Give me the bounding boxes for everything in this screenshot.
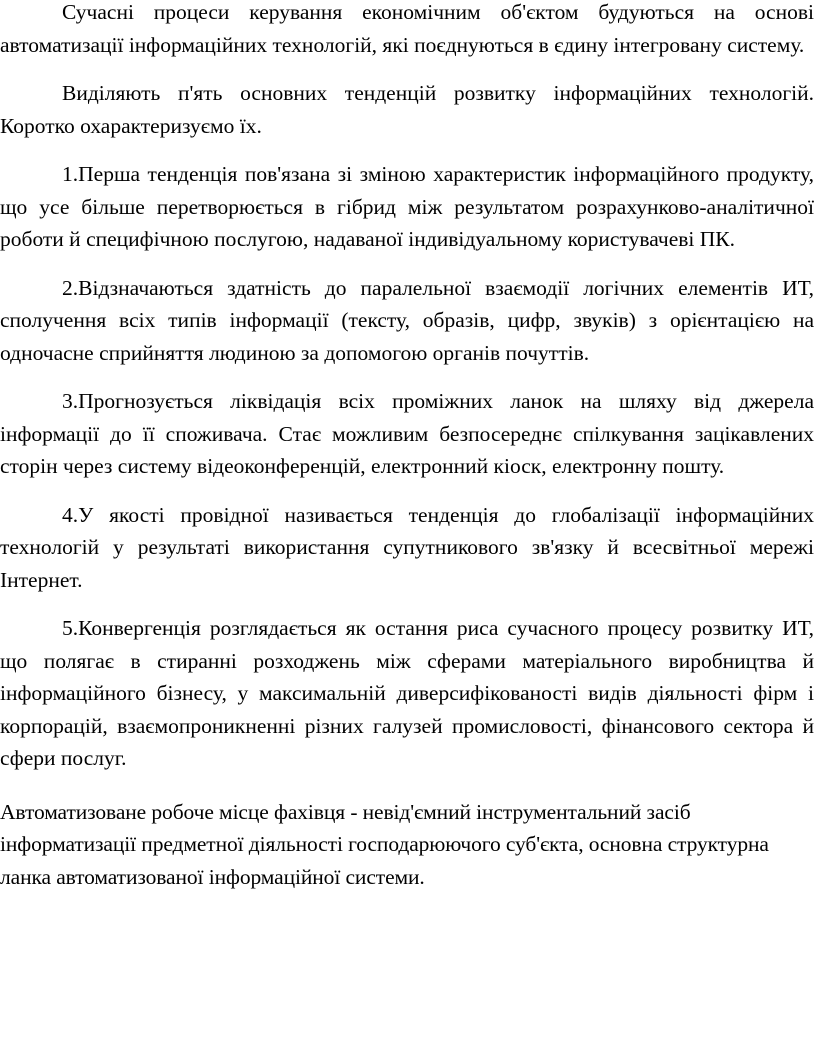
paragraph-trend-1: 1.Перша тенденція пов'язана зі зміною характеристик інформаційного продукту, що усе більше перетворюється в гібрид між результатом розрахунково-аналітичної роботи й специфічною послугою, надаваної індивідуальному користувачеві ПК. bbox=[0, 162, 814, 251]
paragraph-trend-2: 2.Відзначаються здатність до паралельної взаємодії логічних елементів ИТ, сполучення всіх типів інформації (тексту, образів, цифр, звуків) з орієнтацією на одночасне сприйняття людиною за допомогою органів почуттів. bbox=[0, 275, 814, 365]
paragraph-trend-3: 3.Прогнозується ліквідація всіх проміжних ланок на шляху від джерела інформації до її споживача. Стає можливим безпосереднє спілкування зацікавлених сторін через систему відеоконференцій, електронний кіоск, електронну пошту. bbox=[0, 389, 814, 478]
paragraph-workstation-definition: Автоматизоване робоче місце фахівця - невід'ємний інструментальний засіб інформатизації предметної діяльності господарюючого суб'єкта, основна структурна ланка автоматизованої інформаційної системи. bbox=[0, 799, 769, 889]
paragraph-intro: Сучасні процеси керування економічним об'єктом будуються на основі автоматизації інформаційних технологій, які поєднуються в єдину інтегровану систему. bbox=[0, 0, 814, 57]
paragraph-trends-overview: Виділяють п'ять основних тенденцій розвитку інформаційних технологій. Коротко охарактеризуємо їх. bbox=[0, 81, 814, 138]
paragraph-trend-5: 5.Конвергенція розглядається як остання риса сучасного процесу розвитку ИТ, що полягає в стиранні розходжень між сферами матеріального виробництва й інформаційного бізнесу, у максимальній диверсифікованості видів діяльності фірм і корпорацій, взаємопроникненні різних галузей промисловості, фінансового сектора й сфери послуг. bbox=[0, 616, 814, 770]
paragraph-trend-4: 4.У якості провідної називається тенденція до глобалізації інформаційних технологій у результаті використання супутникового зв'язку й всесвітньої мережі Інтернет. bbox=[0, 502, 814, 592]
